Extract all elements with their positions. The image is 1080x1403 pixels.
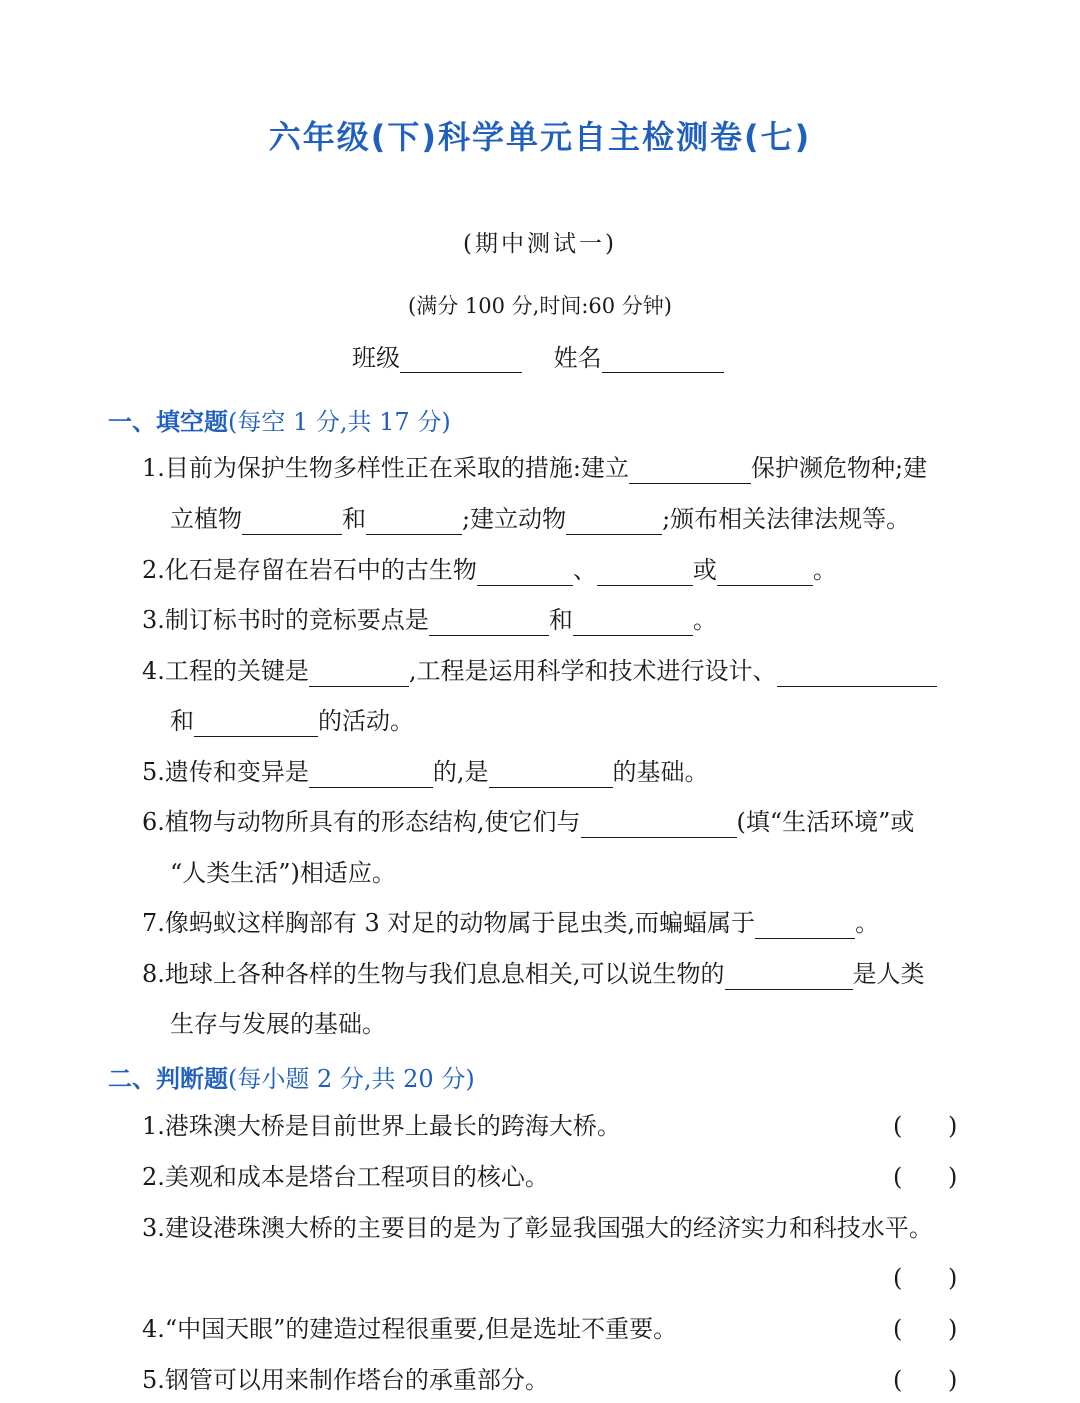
question-text: 和 xyxy=(548,606,573,634)
question-text: ;建立动物 xyxy=(462,505,567,533)
answer-blank[interactable] xyxy=(581,811,737,838)
answer-blank[interactable] xyxy=(242,508,342,535)
question-text: 、 xyxy=(572,556,597,584)
question-text: 的基础。 xyxy=(612,758,709,786)
answer-blank[interactable] xyxy=(629,457,751,484)
judgement-item: 2.美观和成本是塔台工程项目的核心。 xyxy=(142,1163,549,1191)
question-text: 是人类 xyxy=(852,960,925,988)
question-line xyxy=(142,756,709,788)
answer-blank[interactable] xyxy=(725,963,853,990)
question-text: 或 xyxy=(692,556,717,584)
question-text: 6.植物与动物所具有的形态结构,使它们与 xyxy=(142,808,581,836)
question-text: 8.地球上各种各样的生物与我们息息相关,可以说生物的 xyxy=(142,960,725,988)
question-text: 1.目前为保护生物多样性正在采取的措施:建立 xyxy=(142,454,629,482)
answer-bracket[interactable]: ( ) xyxy=(893,1163,958,1191)
question-text: 。 xyxy=(812,556,837,584)
answer-blank[interactable] xyxy=(717,559,813,586)
judgement-item: 1.港珠澳大桥是目前世界上最长的跨海大桥。 xyxy=(142,1112,621,1140)
question-text: (填“生活环境”或 xyxy=(736,808,915,836)
question-text: 和 xyxy=(170,707,194,735)
question-text: 立植物 xyxy=(170,505,242,533)
answer-bracket[interactable]: ( ) xyxy=(893,1264,958,1292)
answer-blank[interactable] xyxy=(489,761,613,788)
question-text: 3.制订标书时的竞标要点是 xyxy=(142,606,429,634)
answer-blank[interactable] xyxy=(777,660,937,687)
answer-blank[interactable] xyxy=(366,508,462,535)
judgement-item: 5.钢管可以用来制作塔台的承重部分。 xyxy=(142,1366,549,1394)
section-title: 一、填空题 xyxy=(108,408,228,436)
class-label: 班级 xyxy=(352,344,400,372)
question-line xyxy=(170,1008,386,1040)
answer-blank[interactable] xyxy=(429,609,549,636)
question-text: 的,是 xyxy=(432,758,489,786)
judgement-item: 3.建设港珠澳大桥的主要目的是为了彰显我国强大的经济实力和科技水平。 xyxy=(142,1214,933,1242)
answer-blank[interactable] xyxy=(573,609,693,636)
section-heading xyxy=(108,1059,475,1094)
question-text: 2.化石是存留在岩石中的古生物 xyxy=(142,556,477,584)
question-line xyxy=(142,604,717,636)
question-line xyxy=(142,806,914,838)
question-text: ,工程是运用科学和技术进行设计、 xyxy=(408,657,777,685)
question-line xyxy=(142,554,837,586)
question-line xyxy=(142,452,927,484)
section-heading xyxy=(108,402,451,437)
question-line xyxy=(142,655,937,687)
answer-bracket[interactable]: ( ) xyxy=(893,1366,958,1394)
question-text: 保护濒危物种;建 xyxy=(750,454,928,482)
exam-meta: (满分 100 分,时间:60 分钟) xyxy=(408,294,672,318)
question-text: 的活动。 xyxy=(318,707,414,735)
question-text: 7.像蚂蚁这样胸部有 3 对足的动物属于昆虫类,而蝙蝠属于 xyxy=(142,909,756,937)
question-line xyxy=(170,857,396,889)
class-blank[interactable] xyxy=(400,346,522,373)
section-note: (每空 1 分,共 17 分) xyxy=(228,408,451,436)
question-line xyxy=(142,907,879,939)
question-text: 。 xyxy=(855,909,880,937)
question-text: “人类生活”)相适应。 xyxy=(170,859,396,887)
name-blank[interactable] xyxy=(602,346,724,373)
answer-bracket[interactable]: ( ) xyxy=(893,1315,958,1343)
name-label: 姓名 xyxy=(553,344,602,372)
section-note: (每小题 2 分,共 20 分) xyxy=(228,1065,475,1093)
question-line xyxy=(142,958,925,990)
question-line xyxy=(170,705,414,737)
page-subtitle: (期中测试一) xyxy=(463,231,617,257)
answer-blank[interactable] xyxy=(194,710,318,737)
question-line xyxy=(170,503,910,535)
judgement-item: 4.“中国天眼”的建造过程很重要,但是选址不重要。 xyxy=(142,1315,678,1343)
question-text: 和 xyxy=(342,505,366,533)
answer-blank[interactable] xyxy=(309,761,433,788)
question-text: 。 xyxy=(692,606,717,634)
section-title: 二、判断题 xyxy=(108,1065,228,1093)
answer-blank[interactable] xyxy=(566,508,662,535)
answer-blank[interactable] xyxy=(477,559,573,586)
student-info xyxy=(352,338,748,373)
answer-blank[interactable] xyxy=(597,559,693,586)
question-text: ;颁布相关法律法规等。 xyxy=(662,505,911,533)
question-text: 生存与发展的基础。 xyxy=(170,1010,386,1038)
question-text: 4.工程的关键是 xyxy=(142,657,309,685)
answer-bracket[interactable]: ( ) xyxy=(893,1112,958,1140)
page-title: 六年级(下)科学单元自主检测卷(七) xyxy=(268,118,812,156)
question-text: 5.遗传和变异是 xyxy=(142,758,309,786)
answer-blank[interactable] xyxy=(755,912,855,939)
answer-blank[interactable] xyxy=(309,660,409,687)
